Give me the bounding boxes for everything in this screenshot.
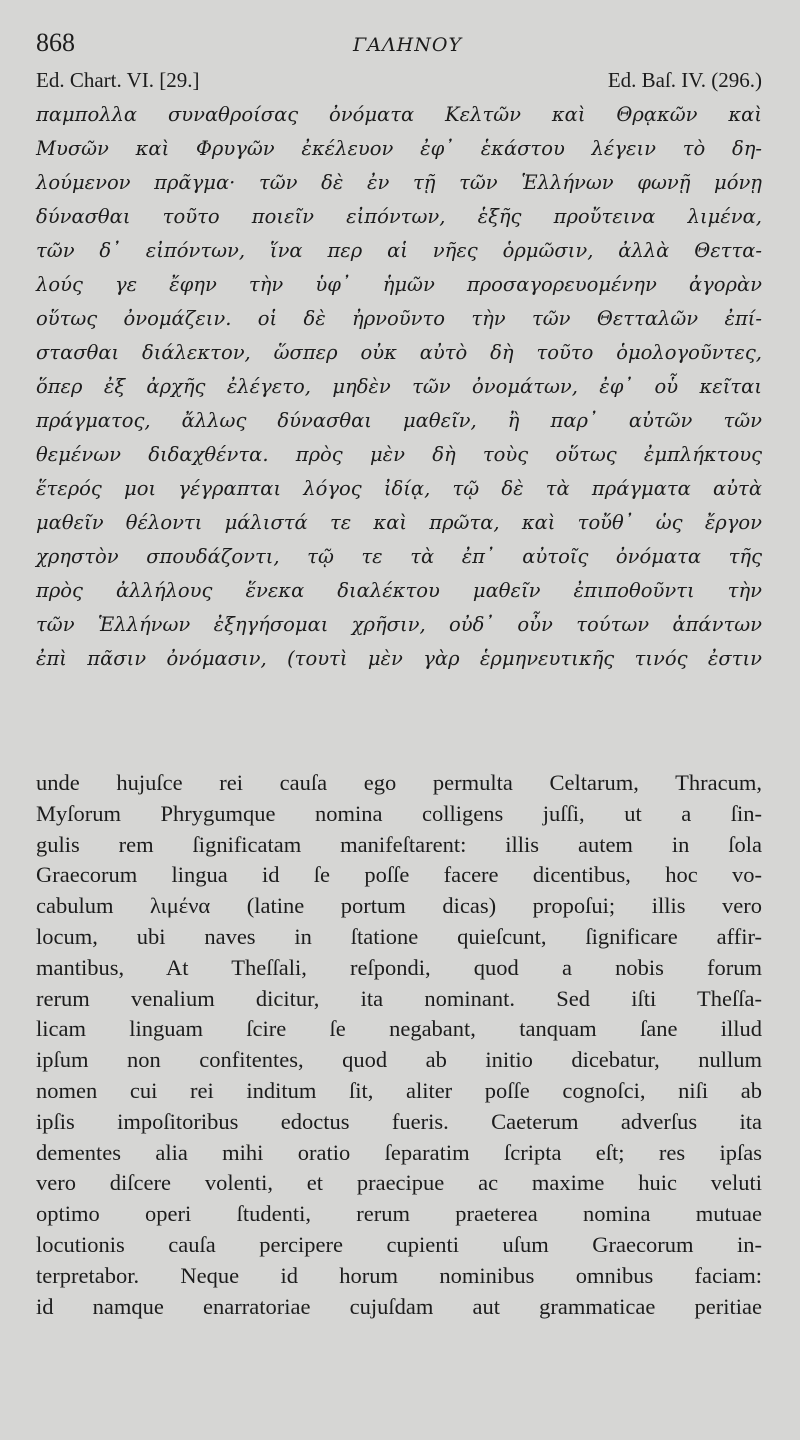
running-title: ΓΑΛΗΝΟΥ	[353, 34, 462, 56]
latin-text-line: Myſorum Phrygumque nomina colligens juſſi, ut a ſin-	[36, 800, 762, 826]
latin-text-line: unde hujuſce rei cauſa ego permulta Celtarum, Thracum,	[36, 770, 762, 795]
latin-text-line: terpretabor. Neque id horum nominibus omnibus faciam:	[36, 1262, 762, 1288]
latin-text-line: licam linguam ſcire ſe negabant, tanquam ſane illud	[36, 1016, 762, 1042]
greek-text-line: χρηστὸν σπουδάζοντι, τῷ τε τὰ ἐπ᾽ αὐτοῖς ὀνόματα τῆς	[36, 545, 762, 568]
greek-text-line: μαθεῖν θέλοντι μάλιστά τε καὶ πρῶτα, καὶ τοὔθ᾽ ὡς ἔργον	[36, 511, 762, 534]
latin-text-line: ipſum non confitentes, quod ab initio dicebatur, nullum	[36, 1047, 762, 1073]
edition-right: Ed. Baſ. IV. (296.)	[607, 68, 762, 92]
greek-text-line: στασθαι διάλεκτον, ὥσπερ οὐκ αὐτὸ δὴ τοῦτο ὁμολογοῦντες,	[36, 341, 762, 364]
latin-text-line: ipſis impoſitoribus edoctus fueris. Caeterum adverſus ita	[36, 1108, 762, 1134]
latin-text-line: cabulum λιμένα (latine portum dicas) propoſui; illis vero	[36, 893, 762, 919]
greek-text-line: πρὸς ἀλλήλους ἕνεκα διαλέκτου μαθεῖν ἐπιποθοῦντι τὴν	[36, 579, 762, 602]
running-header	[36, 28, 762, 68]
latin-text-block	[36, 768, 762, 1322]
greek-text-line: ἐπὶ πᾶσιν ὀνόμασιν, (τουτὶ μὲν γὰρ ἑρμηνευτικῆς τινός ἐστιν	[36, 647, 762, 670]
edition-left: Ed. Chart. VI. [29.]	[36, 68, 200, 92]
latin-text-line: dementes alia mihi oratio ſeparatim ſcripta eſt; res ipſas	[36, 1139, 762, 1165]
latin-text-line: Graecorum lingua id ſe poſſe facere dicentibus, hoc vo-	[36, 862, 762, 888]
greek-text-line: δύνασθαι τοῦτο ποιεῖν εἰπόντων, ἑξῆς προὔτεινα λιμένα,	[36, 205, 762, 228]
greek-text-line: τῶν δ᾽ εἰπόντων, ἵνα περ αἱ νῆες ὁρμῶσιν, ἀλλὰ Θεττα-	[36, 239, 762, 262]
greek-text-line: οὕτως ὀνομάζειν. οἱ δὲ ἠρνοῦντο τὴν τῶν Θετταλῶν ἐπί-	[36, 307, 762, 330]
greek-text-line: ἕτερός μοι γέγραπται λόγος ἰδίᾳ, τῷ δὲ τὰ πράγματα αὐτὰ	[36, 477, 762, 500]
latin-text-line: nomen cui rei inditum ſit, aliter poſſe cognoſci, niſi ab	[36, 1077, 762, 1103]
latin-text-line: gulis rem ſignificatam manifeſtarent: illis autem in ſola	[36, 831, 762, 857]
greek-text-line: Μυσῶν καὶ Φρυγῶν ἐκέλευον ἐφ᾽ ἑκάστου λέγειν τὸ δη-	[36, 137, 762, 160]
greek-text-line: λούμενον πρᾶγμα· τῶν δὲ ἐν τῇ τῶν Ἑλλήνων φωνῇ μόνῃ	[36, 171, 762, 194]
greek-text-line: παμπολλα συναθροίσας ὀνόματα Κελτῶν καὶ Θρᾳκῶν καὶ	[36, 103, 762, 126]
latin-text-line: rerum venalium dicitur, ita nominant. Sed iſti Theſſa-	[36, 985, 762, 1011]
latin-text-line: locutionis cauſa percipere cupienti uſum Graecorum in-	[36, 1231, 762, 1257]
latin-text-line: mantibus, At Theſſali, reſpondi, quod a nobis forum	[36, 954, 762, 980]
greek-text-line: θεμένων διδαχθέντα. πρὸς μὲν δὴ τοὺς οὕτως ἐμπλήκτους	[36, 443, 762, 466]
edition-references	[36, 68, 762, 98]
greek-text-line: ὅπερ ἐξ ἀρχῆς ἐλέγετο, μηδὲν τῶν ὀνομάτων, ἐφ᾽ οὗ κεῖται	[36, 375, 762, 398]
greek-text-line: τῶν Ἑλλήνων ἐξηγήσομαι χρῆσιν, οὐδ᾽ οὖν τούτων ἁπάντων	[36, 613, 762, 636]
latin-text-line: vero diſcere volenti, et praecipue ac maxime huic veluti	[36, 1170, 762, 1196]
page-number: 868	[36, 28, 75, 57]
latin-text-line: id namque enarratoriae cujuſdam aut grammaticae peritiae	[36, 1293, 762, 1319]
latin-text-line: locum, ubi naves in ſtatione quieſcunt, ſignificare affir-	[36, 923, 762, 949]
latin-text-line: optimo operi ſtudenti, rerum praeterea nomina mutuae	[36, 1201, 762, 1227]
greek-text-line: πράγματος, ἄλλως δύνασθαι μαθεῖν, ἢ παρ᾽ αὐτῶν τῶν	[36, 409, 762, 432]
greek-text-line: λούς γε ἔφην τὴν ὑφ᾽ ἡμῶν προσαγορευομένην ἀγορὰν	[36, 273, 762, 296]
greek-text-block	[36, 98, 762, 676]
